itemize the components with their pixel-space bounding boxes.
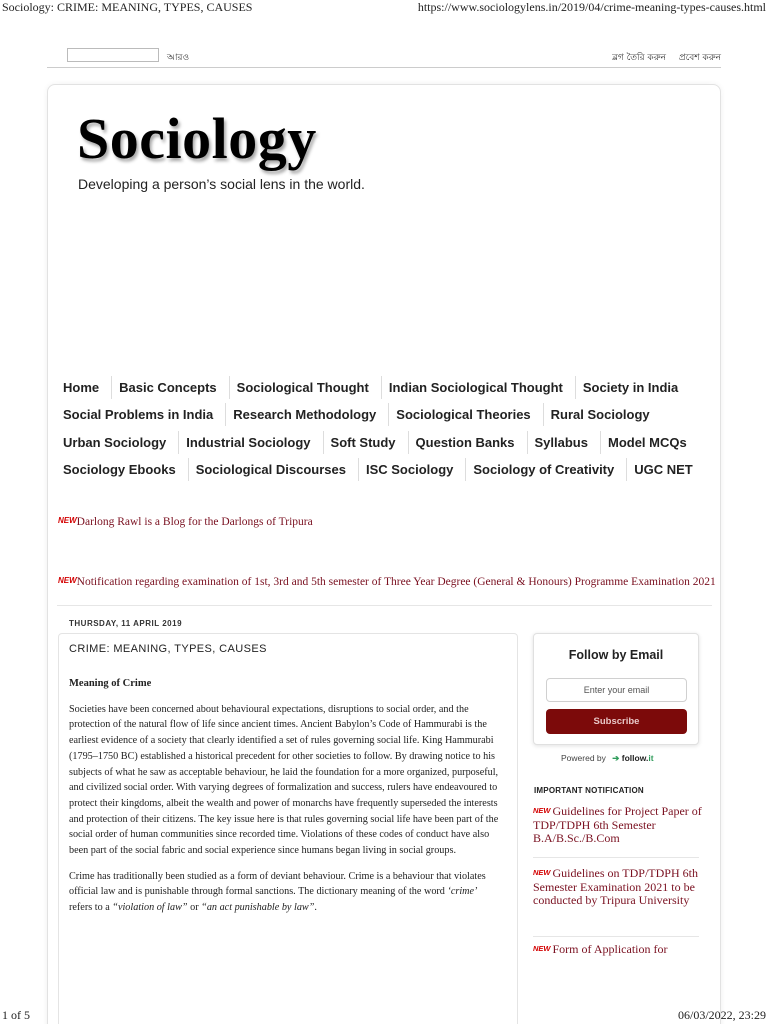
blog-description: Developing a person’s social lens in the world. [78,176,365,192]
notification-text: Form of Application for [552,942,668,956]
new-badge: NEW [58,576,77,585]
blog-title[interactable]: Sociology [77,106,317,171]
menu-item-ugc-net[interactable]: UGC NET [634,462,693,477]
ticker-text: Darlong Rawl is a Blog for the Darlongs of Tripura [76,516,313,528]
print-datetime: 06/03/2022, 23:29 [677,1008,766,1022]
menu-item-rural-sociology[interactable]: Rural Sociology [550,407,650,422]
menu-item-society-in-india[interactable]: Society in India [582,380,679,395]
ticker-link[interactable] [58,576,716,588]
divider [57,605,712,606]
menu-item-indian-sociological-thought[interactable]: Indian Sociological Thought [382,376,576,399]
notification-text: Guidelines for Project Paper of TDP/TDPH 6th Semester B.A/B.Sc./B.Com [533,804,702,845]
ticker-link[interactable] [58,516,313,528]
menu-item-basic-concepts[interactable]: Basic Concepts [112,376,230,399]
post-emphasis: “violation of law” [112,902,188,914]
powered-by-label: Powered by [561,753,606,763]
post-emphasis: ‘crime’ [447,886,478,898]
print-footer [0,1008,768,1024]
ticker-text: Notification regarding examination of 1st, 3rd and 5th semester of Three Year Degree (General & Honours) Programme Examination 2021 [76,576,716,588]
new-badge: NEW [533,944,551,953]
email-input[interactable]: Enter your email [546,678,687,702]
print-page-url[interactable]: https://www.sociologylens.in/2019/04/crime-meaning-types-causes.html [417,0,766,14]
post-heading: Meaning of Crime [69,678,152,689]
follow-it-logo[interactable] [612,753,653,763]
post-text: . [314,902,317,914]
divider [533,857,699,858]
new-badge: NEW [533,868,551,877]
post-paragraph: Societies have been concerned about behavioural expectations, disruptions to social order, and the protection of the natural flow of life since ancient times. Ancient Babylon’s Code of Hammurabi is the earliest evidence of a society that clearly identified a set of rules governing social life. King Hammurabi (1795–1750 BC) established a historical precedent for other societies to follow. By drawing notice to his subjects of what he saw as acceptable behaviour, he laid the foundation for a more organized, purposeful, and civilized social order. With varying degrees of formalization and success, rulers have endeavoured to protect their kingdoms, albeit the wealth and power of monarchs have frequently superseded the interests and protection of their citizens. The key issue here is that rules governing social life have been part of the social order of human communities since recorded time. Violations of these codes of conduct have also been part of the social fabric and social experience since humans began living in social groups. [69,703,499,857]
notification-text: Guidelines on TDP/TDPH 6th Semester Examination 2021 to be conducted by Tripura University [533,866,698,907]
navbar-right-links [602,50,721,65]
post-title[interactable]: CRIME: MEANING, TYPES, CAUSES [69,643,267,655]
post-body [69,676,501,926]
post-paragraph [69,869,501,916]
subscribe-button[interactable]: Subscribe [546,709,687,734]
menu-item-sociological-thought[interactable]: Sociological Thought [230,376,382,399]
menu-item-sociological-theories[interactable]: Sociological Theories [389,403,543,426]
create-blog-link[interactable]: ব্লগ তৈরি করুন [612,53,667,63]
post-date: THURSDAY, 11 APRIL 2019 [69,619,183,628]
notification-item[interactable] [533,866,705,908]
notification-item[interactable] [533,804,705,846]
notification-title: IMPORTANT NOTIFICATION [534,786,644,795]
follow-by-email-widget [533,633,699,745]
menu-item-question-banks[interactable]: Question Banks [409,431,528,454]
follow-it-name: follow. [621,753,649,763]
menu-item-soft-study[interactable]: Soft Study [324,431,409,454]
menu-item-home[interactable]: Home [56,376,112,399]
post-text: refers to a [69,902,113,914]
new-badge: NEW [533,806,551,815]
blogger-navbar [47,44,721,68]
divider [533,936,699,937]
post-text: or [187,902,202,914]
follow-title: Follow by Email [568,648,664,662]
print-header [0,0,768,18]
follow-it-tld: it [648,753,654,763]
navbar-more-link[interactable]: আরও [167,53,190,63]
navbar-search-input[interactable] [67,48,159,62]
menu-item-sociology-ebooks[interactable]: Sociology Ebooks [56,458,189,481]
menu-item-isc-sociology[interactable]: ISC Sociology [359,458,466,481]
menu-row [56,431,699,453]
menu-item-sociology-of-creativity[interactable]: Sociology of Creativity [466,458,627,481]
page-number: 1 of 5 [2,1008,30,1022]
menu-row [56,376,690,398]
menu-item-model-mcqs[interactable]: Model MCQs [607,435,687,450]
post-text: Crime has traditionally been studied as a form of deviant behaviour. Crime is a behaviour that violates official law and is punishable through formal sanctions. The dictionary meaning of the word [69,870,486,898]
print-page-title: Sociology: CRIME: MEANING, TYPES, CAUSES [2,0,253,14]
menu-item-industrial-sociology[interactable]: Industrial Sociology [179,431,323,454]
menu-row [56,403,662,425]
follow-it-arrow-icon: ➔ [612,753,620,763]
menu-item-social-problems[interactable]: Social Problems in India [56,403,226,426]
menu-row [56,458,705,480]
menu-item-syllabus[interactable]: Syllabus [528,431,601,454]
powered-by [561,753,654,764]
menu-item-research-methodology[interactable]: Research Methodology [226,403,389,426]
sign-in-link[interactable]: প্রবেশ করুন [678,53,721,63]
notification-item[interactable] [533,942,705,957]
menu-item-urban-sociology[interactable]: Urban Sociology [56,431,179,454]
post-emphasis: “an act punishable by law” [201,902,315,914]
new-badge: NEW [58,516,77,525]
menu-item-sociological-discourses[interactable]: Sociological Discourses [189,458,359,481]
